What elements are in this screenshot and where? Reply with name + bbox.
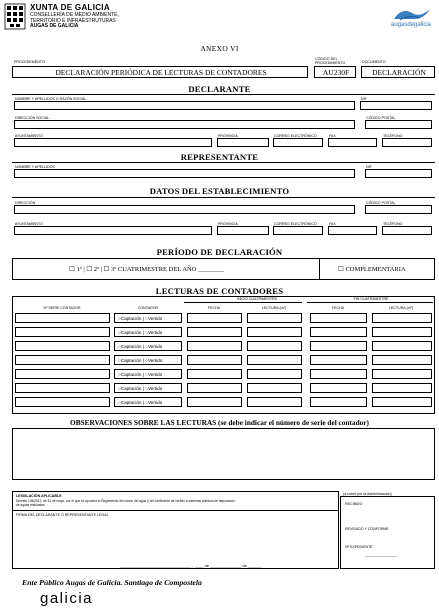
establecimiento-town-label: AYUNTAMIENTO [15,222,43,226]
declarante-phone-label: TELÉFONO [383,134,403,138]
establecimiento-email-field[interactable] [273,226,323,235]
establecimiento-rule [12,197,435,198]
code-value: AU230F [322,68,350,77]
row-lectura-inicio-field[interactable] [247,369,302,379]
declarante-postal-field[interactable] [365,120,432,129]
document-value-box [361,66,435,78]
row-serie-field[interactable] [15,341,110,351]
col-fecha-inicio-header: FECHA [207,306,221,310]
declarante-name-field[interactable] [14,101,355,110]
row-lectura-inicio-field[interactable] [247,383,302,393]
declarante-fax-label: FAX [329,134,336,138]
revisado-label: REVISADO Y CONFORME [345,527,389,531]
inicio-header: INICIO CUATRIMESTRE [236,297,278,301]
recibido-label: RECIBIDO [345,502,363,506]
row-lectura-fin-field[interactable] [372,383,432,393]
row-serie-field[interactable] [15,355,110,365]
captacion-vertido-option[interactable]: ○Captación | ○Vertido [118,344,163,349]
admin-box [340,492,435,569]
establecimiento-postal-field[interactable] [365,205,432,214]
row-lectura-fin-field[interactable] [372,341,432,351]
declarante-fax-field[interactable] [328,138,377,147]
procedure-header [12,57,435,79]
row-fecha-fin-field[interactable] [310,369,367,379]
signature-box [12,491,339,569]
expediente-label: Nº EXPEDIENTE [345,545,373,549]
row-lectura-fin-field[interactable] [372,369,432,379]
declarante-title: DECLARANTE [188,84,251,94]
row-fecha-inicio-field[interactable] [187,327,242,337]
org-name: XUNTA DE GALICIA [30,3,110,12]
augas-logo [386,5,436,33]
org-line-1: CONSELLERÍA DE MEDIO AMBIENTE, [30,12,119,18]
admin-header: (a cubrir por la Administración) [343,492,392,496]
observaciones-title: OBSERVACIONES SOBRE LAS LECTURAS (se debe indicar el número de serie del contador) [70,418,369,427]
row-contador-field[interactable] [114,397,182,407]
establecimiento-phone-field[interactable] [382,226,432,235]
establecimiento-address-field[interactable] [14,205,355,214]
representante-nif-field[interactable] [365,169,432,178]
row-lectura-inicio-field[interactable] [247,397,302,407]
legislacion-divider [13,510,338,511]
row-lectura-fin-field[interactable] [372,313,432,323]
representante-rule [12,162,435,163]
representante-title: REPRESENTANTE [180,152,259,162]
establecimiento-address-label: DIRECCIÓN [15,201,36,205]
declarante-province-field[interactable] [217,138,269,147]
establecimiento-fax-label: FAX [329,222,336,226]
code-label-1: CÓDIGO DEL [315,57,338,61]
col-lectura-fin-header: LECTURA (m³) [388,306,414,310]
declarante-nif-field[interactable] [360,101,432,110]
org-line-2: TERRITORIO E INFRAESTRUTURAS [30,17,116,24]
establecimiento-postal-label: CÓDIGO POSTAL [366,201,396,205]
fin-header: FIN CUATRIMESTRE [353,297,389,301]
declarante-phone-field[interactable] [382,138,432,147]
captacion-vertido-option[interactable]: ○Captación | ○Vertido [118,330,163,335]
document-label: DOCUMENTO [362,60,386,64]
document-value: DECLARACIÓN [372,68,426,77]
row-lectura-inicio-field[interactable] [247,313,302,323]
row-fecha-fin-field[interactable] [310,383,367,393]
representante-name-field[interactable] [14,169,355,178]
row-contador-field[interactable] [114,327,182,337]
row-serie-field[interactable] [15,327,110,337]
row-serie-field[interactable] [15,313,110,323]
declarante-province-label: PROVINCIA [218,134,238,138]
col-serie-header: Nº SERIE CONTADOR [43,306,81,310]
row-lectura-fin-field[interactable] [372,327,432,337]
xunta-emblem-icon [4,3,26,30]
declarante-rule [12,94,435,95]
row-lectura-inicio-field[interactable] [247,341,302,351]
declarante-email-label: CORREO ELECTRÓNICO [274,134,317,138]
row-contador-field[interactable] [114,341,182,351]
lecturas-title: LECTURAS DE CONTADORES [155,286,284,296]
declarante-postal-label: CÓDIGO POSTAL [366,116,396,120]
row-serie-field[interactable] [15,383,110,393]
periodo-options[interactable]: ☐ 1º | ☐ 2º | ☐ 3º CUATRIMESTRE DEL AÑO ________ [69,266,224,273]
xunta-logo [4,3,26,30]
declarante-name-label: NOMBRE Y APELLIDOS O RAZÓN SOCIAL [15,97,87,101]
row-fecha-fin-field[interactable] [310,313,367,323]
representante-nif-label: NIF [366,165,372,169]
procedure-value-box [12,66,308,78]
row-lectura-inicio-field[interactable] [247,327,302,337]
wave-drop-icon [386,5,436,23]
row-serie-field[interactable] [15,369,110,379]
procedure-value: DECLARACIÓN PERIÓDICA DE LECTURAS DE CONTADORES [55,68,267,77]
galicia-logo: galicia [40,590,94,607]
row-fecha-inicio-field[interactable] [187,369,242,379]
establecimiento-fax-field[interactable] [328,226,377,235]
row-fecha-fin-field[interactable] [310,397,367,407]
row-fecha-fin-field[interactable] [310,341,367,351]
establecimiento-phone-label: TELÉFONO [383,222,403,226]
inicio-header-rule [184,302,302,303]
row-contador-field[interactable] [114,355,182,365]
legislacion-text-2: de aguas residuales. [16,503,46,507]
row-fecha-inicio-field[interactable] [187,397,242,407]
ente-text: Ente Público Augas de Galicia. Santiago de Compostela [22,578,202,587]
periodo-box [12,258,435,280]
complementaria-option[interactable]: ☐ COMPLEMENTARIA [338,266,406,273]
representante-name-label: NOMBRE Y APELLIDOS [15,165,55,169]
establecimiento-email-label: CORREO ELECTRÓNICO [274,222,317,226]
fin-header-rule [307,302,433,303]
row-contador-field[interactable] [114,313,182,323]
establecimiento-province-field[interactable] [217,226,269,235]
row-fecha-inicio-field[interactable] [187,341,242,351]
declarante-town-label: AYUNTAMIENTO [15,134,43,138]
col-lectura-inicio-header: LECTURA (m³) [261,306,287,310]
declarante-address-label: DIRECCIÓN SOCIAL [15,116,50,120]
establecimiento-town-field[interactable] [14,226,212,235]
periodo-title: PERÍODO DE DECLARACIÓN [156,247,283,257]
row-lectura-fin-field[interactable] [372,355,432,365]
row-fecha-inicio-field[interactable] [187,383,242,393]
establecimiento-province-label: PROVINCIA [218,222,238,226]
annex-title: ANEXO VI [200,44,239,53]
col-contador-header: CONTADOR [137,306,159,310]
row-fecha-fin-field[interactable] [310,355,367,365]
augas-logo-text: augasdegalicia [390,22,432,28]
observaciones-box[interactable] [12,428,435,480]
captacion-vertido-option[interactable]: ○Captación | ○Vertido [118,358,163,363]
lugar-fecha-line[interactable]: ________________________________ , ____ de ______________ de ______ [120,563,262,568]
row-fecha-fin-field[interactable] [310,327,367,337]
periodo-divider [319,259,320,279]
code-value-box [314,66,356,78]
code-label-2: PROCEDIMIENTO [315,61,346,65]
row-lectura-inicio-field[interactable] [247,355,302,365]
captacion-vertido-option[interactable]: ○Captación | ○Vertido [118,372,163,377]
establecimiento-title: DATOS DEL ESTABLECIMIENTO [149,186,290,196]
row-fecha-inicio-field[interactable] [187,355,242,365]
expediente-line[interactable]: ________________ [365,553,397,557]
declarante-address-field[interactable] [14,120,355,129]
captacion-vertido-option[interactable]: ○Captación | ○Vertido [118,386,163,391]
captacion-vertido-option[interactable]: ○Captación | ○Vertido [118,400,163,405]
legislacion-label: LEXISLACIÓN APLICABLE [16,494,62,498]
firma-label: FIRMA DEL DECLARANTE O REPRESENTANTE LEGAL [16,513,109,517]
row-lectura-fin-field[interactable] [372,397,432,407]
legislacion-text-1: Decreto 136/2012, de 31 de mayo, por el que se aprueba el Reglamento del canon del agua y del coeficiente de vertido a sistemas públicos de depuración [16,499,235,503]
row-fecha-inicio-field[interactable] [187,313,242,323]
captacion-vertido-option[interactable]: ○Captación | ○Vertido [118,316,163,321]
procedure-label: PROCEDEMENTO [14,60,45,64]
col-fecha-fin-header: FECHA [331,306,345,310]
row-contador-field[interactable] [114,383,182,393]
declarante-nif-label: NIF [361,97,367,101]
declarante-town-field[interactable] [14,138,212,147]
row-serie-field[interactable] [15,397,110,407]
row-contador-field[interactable] [114,369,182,379]
declarante-email-field[interactable] [273,138,323,147]
org-line-3: AUGAS DE GALICIA [30,23,79,29]
